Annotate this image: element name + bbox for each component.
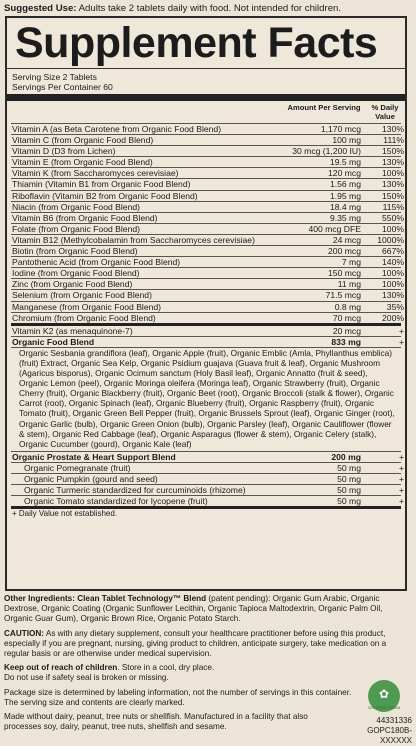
footnote: + Daily Value not established. <box>11 506 401 519</box>
prostate-blend-dv: + <box>398 451 404 462</box>
nutrient-name: Riboflavin (Vitamin B2 from Organic Food Blend) <box>12 190 198 201</box>
caution-label: CAUTION: <box>4 628 45 638</box>
nutrient-dv: 140% <box>382 257 404 268</box>
product-codes <box>340 716 412 746</box>
caution-text: As with any dietary supplement, consult your healthcare practitioner before using this product, especially if you are pregnant, nursing, giving product to children, anticipate surgery, take medication on a regular basis or are otherwise under medical supervision. <box>4 628 387 659</box>
supplement-facts-panel <box>5 16 407 591</box>
package-note: Package size is determined by labeling information, not the number of servings in this container. The serving size and contents are clearly marked. <box>4 687 352 707</box>
caution <box>4 629 412 660</box>
nutrient-row <box>11 123 404 134</box>
food-blend-row <box>11 336 404 347</box>
nutrient-amount: 19.5 mg <box>329 157 361 168</box>
nutrient-amount: 0.8 mg <box>334 301 361 312</box>
nutrient-row <box>11 212 404 223</box>
nutrient-row <box>11 190 404 201</box>
nutrient-amount: 100 mg <box>332 135 361 146</box>
nutrient-dv: 100% <box>382 223 404 234</box>
nutrient-row <box>11 156 404 168</box>
serving-size: Serving Size 2 Tablets <box>12 72 97 82</box>
nutrient-dv: 111% <box>383 135 404 146</box>
food-blend-name: Organic Food Blend <box>12 336 95 347</box>
nutrient-dv: 200% <box>382 312 404 323</box>
nutrient-row <box>11 473 404 484</box>
nutrient-dv: 115% <box>382 201 404 212</box>
nutrient-row <box>11 201 404 212</box>
nutrient-name: Vitamin A (as Beta Carotene from Organic Food Blend) <box>12 124 222 134</box>
panel-title: Supplement Facts <box>15 19 378 67</box>
suggested-use-label: Suggested Use: <box>4 3 77 14</box>
nutrient-name: Iodine (from Organic Food Blend) <box>12 268 140 279</box>
other-ingredients-text: (patent pending): Organic Gum Arabic, Organic Dextrose, Organic Coating (Organic Sunflower Lecithin, Organic Tapioca Maltodextrin, Organic Palm Oil, Organic Guar Gum), Organic Brown Rice, Organic Potato Starch. <box>4 594 383 624</box>
nutrient-dv: 100% <box>382 168 404 179</box>
nutrient-dv: 550% <box>382 212 404 223</box>
leaf-icon: ✿ <box>378 687 390 701</box>
nutrient-name: Niacin (from Organic Food Blend) <box>12 201 140 212</box>
nutrient-amount: 11 mg <box>337 279 361 290</box>
amount-header: Amount Per Serving <box>287 103 361 112</box>
food-blend-amount: 833 mg <box>331 336 361 347</box>
nutrient-name: Zinc (from Organic Food Blend) <box>12 279 133 290</box>
nutrient-amount: 200 mcg <box>328 246 361 257</box>
nutrient-row-k2 <box>11 323 404 336</box>
nutrient-name: Vitamin E (from Organic Food Blend) <box>12 157 153 168</box>
nutrient-name: Organic Turmeric standardized for curcuminoids (rhizome) <box>24 485 246 496</box>
nutrient-row <box>11 278 404 290</box>
thick-divider <box>7 94 405 101</box>
nutrient-dv: + <box>398 462 404 473</box>
nutrient-row <box>11 234 404 245</box>
suggested-use <box>4 3 412 15</box>
nutrient-row <box>11 167 404 179</box>
nutrient-name: Vitamin K2 (as menaquinone-7) <box>12 325 133 336</box>
nutrient-name: Vitamin K (from Saccharomyces cerevisiae) <box>12 168 179 179</box>
nutrient-row <box>11 223 404 234</box>
food-blend-ingredients: Organic Sesbania grandiflora (leaf), Organic Apple (fruit), Organic Emblic (Amla, Phyllanthus emblica) (fruit) Extract, Organic Sea Kelp, Organic Psidium guajava (Guava fruit & leaf), Organic Mushroom (Agaricus bisporus), Organic Ocimum sanctum (Holy Basil leaf), Organic Annatto (fruit & seed), Organic Lemon (peel), Organic Moringa oleifera (Moringa leaf), Organic Strawberry (fruit), Organic Cherry (fruit), Organic Blackberry (fruit), Organic Beet (root), Organic Broccoli (stalk & flower), Organic Carrot (root), Organic Spinach (leaf), Organic Blueberry (fruit), Organic Raspberry (fruit), Organic Tomato (fruit), Organic Green Bell Pepper (fruit), Organic Brussels Sprout (leaf), Organic Ginger (root), Organic Garlic (bulb), Organic Green Onion (bulb), Organic Parsley (leaf), Organic Cauliflower (flower & stem), Organic Red Cabbage (leaf), Organic Asparagus (flower & stem), Organic Celery (stalk), Organic Cucumber (gourd), Organic Kale (leaf) <box>11 347 401 451</box>
nutrient-amount: 24 mcg <box>332 234 361 245</box>
seal-text: Do not use if safety seal is broken or missing. <box>4 673 169 683</box>
keep-label: Keep out of reach of children <box>4 663 118 673</box>
vegan-badge <box>368 680 400 712</box>
nutrient-amount: 50 mg <box>337 474 361 484</box>
nutrient-amount: 1,170 mcg <box>320 124 361 134</box>
nutrient-row <box>11 312 404 323</box>
nutrient-table <box>11 123 404 323</box>
nutrient-name: Pantothenic Acid (from Organic Food Blend) <box>12 257 181 268</box>
nutrient-name: Chromium (from Organic Food Blend) <box>12 312 156 323</box>
food-blend-dv: + <box>398 336 404 347</box>
nutrient-row <box>11 289 404 301</box>
nutrient-amount: 50 mg <box>337 496 361 507</box>
prostate-blend-name: Organic Prostate & Heart Support Blend <box>12 451 176 462</box>
nutrient-dv: 667% <box>382 246 404 257</box>
nutrient-dv: + <box>398 474 404 484</box>
nutrient-dv: 130% <box>382 124 404 134</box>
nutrient-name: Organic Tomato standardized for lycopene (fruit) <box>24 496 208 507</box>
nutrient-name: Vitamin C (from Organic Food Blend) <box>12 135 154 146</box>
storage <box>4 663 412 683</box>
nutrient-name: Vitamin B12 (Methylcobalamin from Saccharomyces cerevisiae) <box>12 234 255 245</box>
product-code: 44331336 <box>376 716 412 725</box>
nutrient-dv: 100% <box>382 279 404 290</box>
nutrient-name: Organic Pomegranate (fruit) <box>24 462 131 473</box>
nutrient-amount: 150 mcg <box>328 268 361 279</box>
nutrient-dv: 35% <box>386 301 404 312</box>
nutrient-row <box>11 301 404 312</box>
nutrient-dv: 1000% <box>377 234 404 245</box>
nutrient-name: Vitamin B6 (from Organic Food Blend) <box>12 212 158 223</box>
nutrient-amount: 7 mg <box>341 257 361 268</box>
nutrient-dv: + <box>398 485 404 496</box>
nutrient-amount: 50 mg <box>337 462 361 473</box>
other-ingredients <box>4 594 412 625</box>
nutrient-name: Manganese (from Organic Food Blend) <box>12 301 162 312</box>
nutrient-amount: 400 mcg DFE <box>308 223 361 234</box>
nutrient-name: Thiamin (Vitamin B1 from Organic Food Blend) <box>12 179 191 190</box>
badge-text: CERTIFIED VEGAN <box>367 706 401 710</box>
nutrient-amount: 70 mcg <box>332 312 361 323</box>
nutrient-dv: + <box>398 496 404 507</box>
nutrient-row <box>11 145 404 157</box>
nutrient-row <box>11 134 404 146</box>
prostate-blend-amount: 200 mg <box>331 451 361 462</box>
servings-per-container: Servings Per Container 60 <box>12 82 113 92</box>
nutrient-name: Vitamin D (D3 from Lichen) <box>12 146 116 157</box>
nutrient-name: Organic Pumpkin (gourd and seed) <box>24 474 158 484</box>
nutrient-amount: 1.56 mg <box>329 179 361 190</box>
prostate-blend-items <box>11 462 404 507</box>
nutrient-name: Folate (from Organic Food Blend) <box>12 223 141 234</box>
nutrient-amount: 1.95 mg <box>329 190 361 201</box>
nutrient-name: Selenium (from Organic Food Blend) <box>12 290 152 301</box>
nutrient-row <box>11 267 404 279</box>
nutrient-name: Biotin (from Organic Food Blend) <box>12 246 138 257</box>
serving-info <box>11 69 401 92</box>
column-header <box>11 101 401 123</box>
prostate-blend-row <box>11 451 404 462</box>
nutrient-row <box>11 245 404 257</box>
nutrient-dv: 130% <box>382 290 404 301</box>
nutrient-amount: 9.35 mg <box>329 212 361 223</box>
lot-code: GOPC180B-XXXXXX <box>367 726 412 745</box>
dv-header: % Daily Value <box>371 103 399 121</box>
nutrient-dv: 130% <box>382 157 404 168</box>
nutrient-amount: 71.5 mcg <box>325 290 361 301</box>
nutrient-row <box>11 495 404 507</box>
suggested-use-text: Adults take 2 tablets daily with food. Not intended for children. <box>76 3 342 14</box>
keep-text: . Store in a cool, dry place. <box>117 663 215 673</box>
nutrient-row <box>11 178 404 190</box>
other-ingredients-label: Other Ingredients: Clean Tablet Technology™ Blend <box>4 594 207 603</box>
nutrient-amount: 18.4 mg <box>329 201 361 212</box>
nutrient-dv: 150% <box>382 190 404 201</box>
nutrient-amount: 30 mcg (1,200 IU) <box>292 146 361 157</box>
allergen-note: Made without dairy, peanut, tree nuts or shellfish. Manufactured in a facility that also processes soy, dairy, peanut, tree nuts, shellfish and sesame. <box>4 712 308 732</box>
nutrient-amount: 120 mcg <box>328 168 361 179</box>
nutrient-row <box>11 484 404 496</box>
nutrient-dv: + <box>398 325 404 336</box>
nutrient-amount: 20 mcg <box>332 325 361 336</box>
nutrient-row <box>11 462 404 473</box>
nutrient-amount: 50 mg <box>337 485 361 496</box>
nutrient-dv: 150% <box>382 146 404 157</box>
nutrient-dv: 100% <box>382 268 404 279</box>
nutrient-dv: 130% <box>382 179 404 190</box>
nutrient-row <box>11 256 404 268</box>
